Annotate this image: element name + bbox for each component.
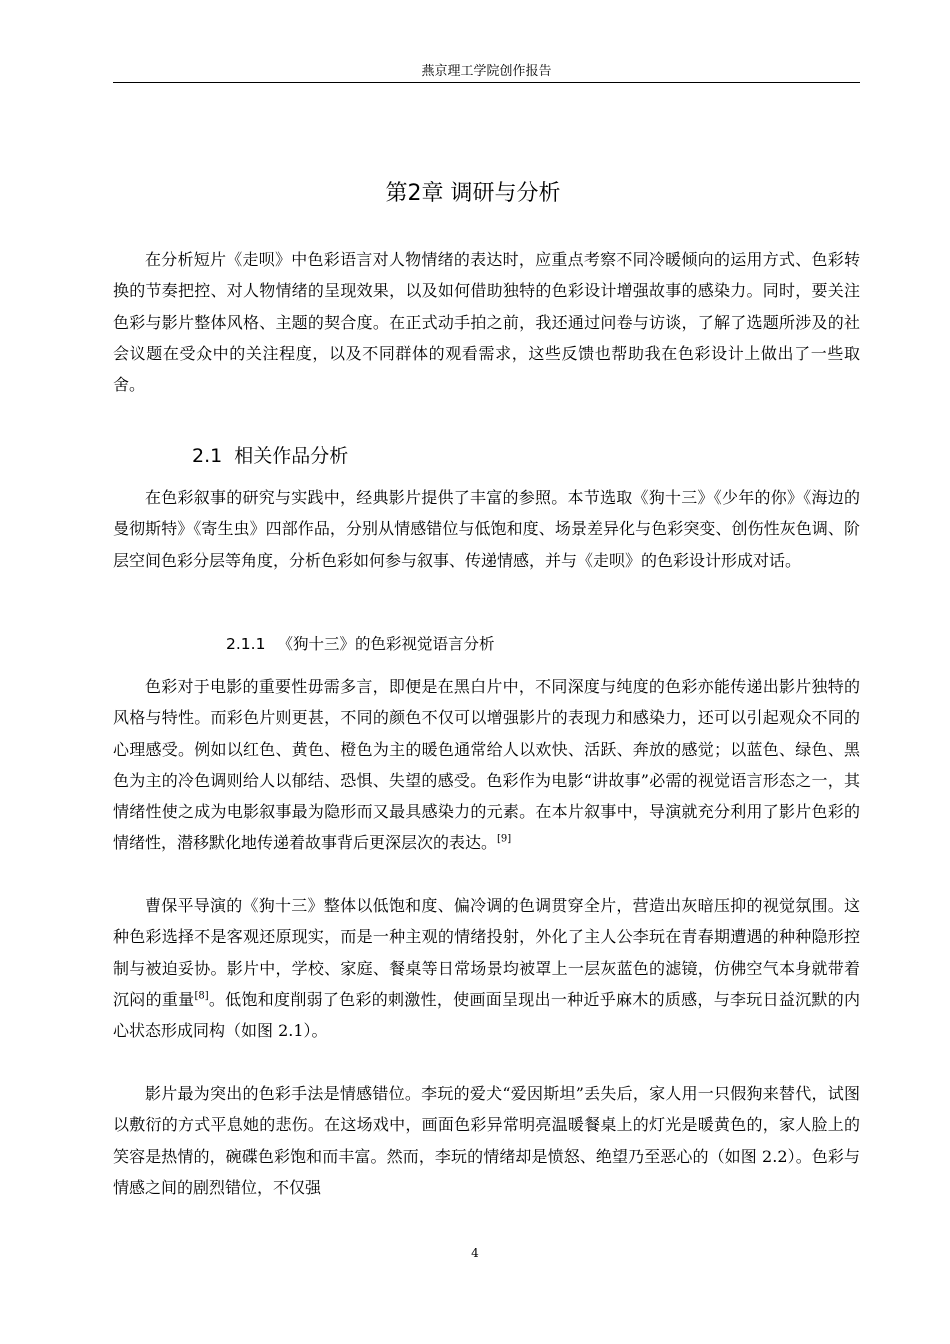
section-paragraph: 在色彩叙事的研究与实践中，经典影片提供了丰富的参照。本节选取《狗十三》《少年的你》《海边的曼彻斯特》《寄生虫》四部作品，分别从情感错位与低饱和度、场景差异化与色彩突变、创伤性灰色调、阶层空间色彩分层等角度，分析色彩如何参与叙事、传递情感，并与《走呗》的色彩设计形成对话。: [113, 488, 860, 570]
body-paragraph-3: 影片最为突出的色彩手法是情感错位。李玩的爱犬“爱因斯坦”丢失后，家人用一只假狗来替代，试图以敷衍的方式平息她的悲伤。在这场戏中，画面色彩异常明亮温暖餐桌上的灯光是暖黄色的，家人脸上的笑容是热情的，碗碟色彩饱和而丰富。然而，李玩的情绪却是愤怒、绝望乃至恶心的（如图 2.2）。色彩与情感之间的剧烈错位，不仅强: [113, 1084, 860, 1197]
running-header: 燕京理工学院创作报告: [421, 64, 552, 79]
section-heading: [192, 441, 348, 471]
header-rule: [113, 82, 860, 83]
section-title: 相关作品分析: [234, 445, 349, 467]
subsection-number: 2.1.1: [226, 635, 266, 653]
body-paragraph-1: [113, 671, 860, 859]
citation-8: [8]: [194, 990, 209, 1002]
page-number: 4: [471, 1246, 479, 1260]
body-paragraph-1-text: 色彩对于电影的重要性毋需多言，即便是在黑白片中，不同深度与纯度的色彩亦能传递出影片独特的风格与特性。而彩色片则更甚，不同的颜色不仅可以增强影片的表现力和感染力，还可以引起观众不同的心理感受。例如以红色、黄色、橙色为主的暖色通常给人以欢快、活跃、奔放的感觉；以蓝色、绿色、黑色为主的冷色调则给人以郁结、恐惧、失望的感受。色彩作为电影“讲故事”必需的视觉语言形态之一，其情绪性使之成为电影叙事最为隐形而又最具感染力的元素。在本片叙事中，导演就充分利用了影片色彩的情绪性，潜移默化地传递着故事背后更深层次的表达。: [113, 677, 860, 853]
intro-paragraph: 在分析短片《走呗》中色彩语言对人物情绪的表达时，应重点考察不同冷暖倾向的运用方式、色彩转换的节奏把控、对人物情绪的呈现效果，以及如何借助独特的色彩设计增强故事的感染力。同时，要关注色彩与影片整体风格、主题的契合度。在正式动手拍之前，我还通过问卷与访谈，了解了选题所涉及的社会议题在受众中的关注程度，以及不同群体的观看需求，这些反馈也帮助我在色彩设计上做出了一些取舍。: [113, 250, 860, 395]
body-paragraph-2: [113, 890, 860, 1046]
section-number: 2.1: [192, 445, 223, 467]
chapter-title: 第2章 调研与分析: [385, 181, 561, 206]
body-paragraph-2-text-a: 曹保平导演的《狗十三》整体以低饱和度、偏冷调的色调贯穿全片，营造出灰暗压抑的视觉氛围。这种色彩选择不是客观还原现实，而是一种主观的情绪投射，外化了主人公李玩在青春期遭遇的种种隐形控制与被迫妥协。影片中，学校、家庭、餐桌等日常场景均被罩上一层灰蓝色的滤镜，仿佛空气本身就带着沉闷的重量: [113, 896, 860, 1009]
subsection-heading: [226, 630, 494, 658]
citation-9: [9]: [497, 834, 512, 846]
subsection-title: 《狗十三》的色彩视觉语言分析: [277, 635, 495, 653]
body-paragraph-2-text-b: 。低饱和度削弱了色彩的刺激性，使画面呈现出一种近乎麻木的质感，与李玩日益沉默的内心状态形成同构（如图 2.1）。: [113, 989, 860, 1041]
